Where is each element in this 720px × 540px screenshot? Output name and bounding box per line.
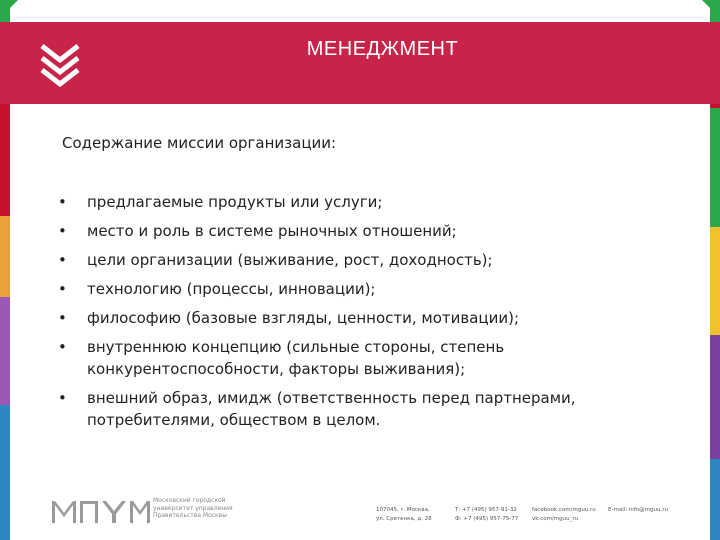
section-heading: Содержание миссии организации: — [62, 134, 337, 152]
list-item-text: философию (базовые взгляды, ценности, мотивации); — [87, 309, 520, 327]
list-item-text: предлагаемые продукты или услуги; — [87, 193, 383, 211]
list-item — [56, 249, 656, 271]
list-item-text: место и роль в системе рыночных отношений; — [87, 222, 457, 240]
footer-social: facebook.com/mguu.ru vk.com/mguu_ru — [532, 507, 596, 522]
list-item-text: внешний образ, имидж (ответственность перед партнерами, потребителями, обществом в целом. — [87, 389, 576, 429]
slide-footer — [0, 493, 720, 533]
list-item — [56, 336, 656, 380]
bullet-icon: • — [58, 338, 67, 356]
university-name: Московский городской университет управления Правительства Москвы — [153, 497, 233, 519]
list-item — [56, 191, 656, 213]
bullet-icon: • — [58, 222, 67, 240]
bullet-icon: • — [58, 309, 67, 327]
list-item-text: технологию (процессы, инновации); — [87, 280, 376, 298]
bullet-icon: • — [58, 251, 67, 269]
top-left-corner-decoration — [0, 0, 18, 18]
list-item-text: цели организации (выживание, рост, доходность); — [87, 251, 493, 269]
list-item — [56, 387, 656, 431]
mission-content-list — [56, 191, 656, 438]
slide-title: МЕНЕДЖМЕНТ — [306, 38, 459, 60]
bullet-icon: • — [58, 280, 67, 298]
university-logo — [52, 499, 150, 525]
list-item — [56, 220, 656, 242]
bullet-icon: • — [58, 193, 67, 211]
list-item-text: внутреннюю концепцию (сильные стороны, степень конкурентоспособности, факторы выживания); — [87, 338, 505, 378]
slide-header — [0, 22, 720, 104]
footer-address: 107045, г. Москва, ул. Сретенка, д. 28 — [376, 507, 432, 522]
top-right-corner-decoration — [702, 0, 720, 18]
bullet-icon: • — [58, 389, 67, 407]
footer-email: E-mail: info@mguu.ru — [608, 507, 668, 513]
list-item — [56, 278, 656, 300]
footer-phones: Т: +7 (495) 957-91-32 Ф: +7 (495) 957-75-77 — [455, 507, 519, 522]
list-item — [56, 307, 656, 329]
